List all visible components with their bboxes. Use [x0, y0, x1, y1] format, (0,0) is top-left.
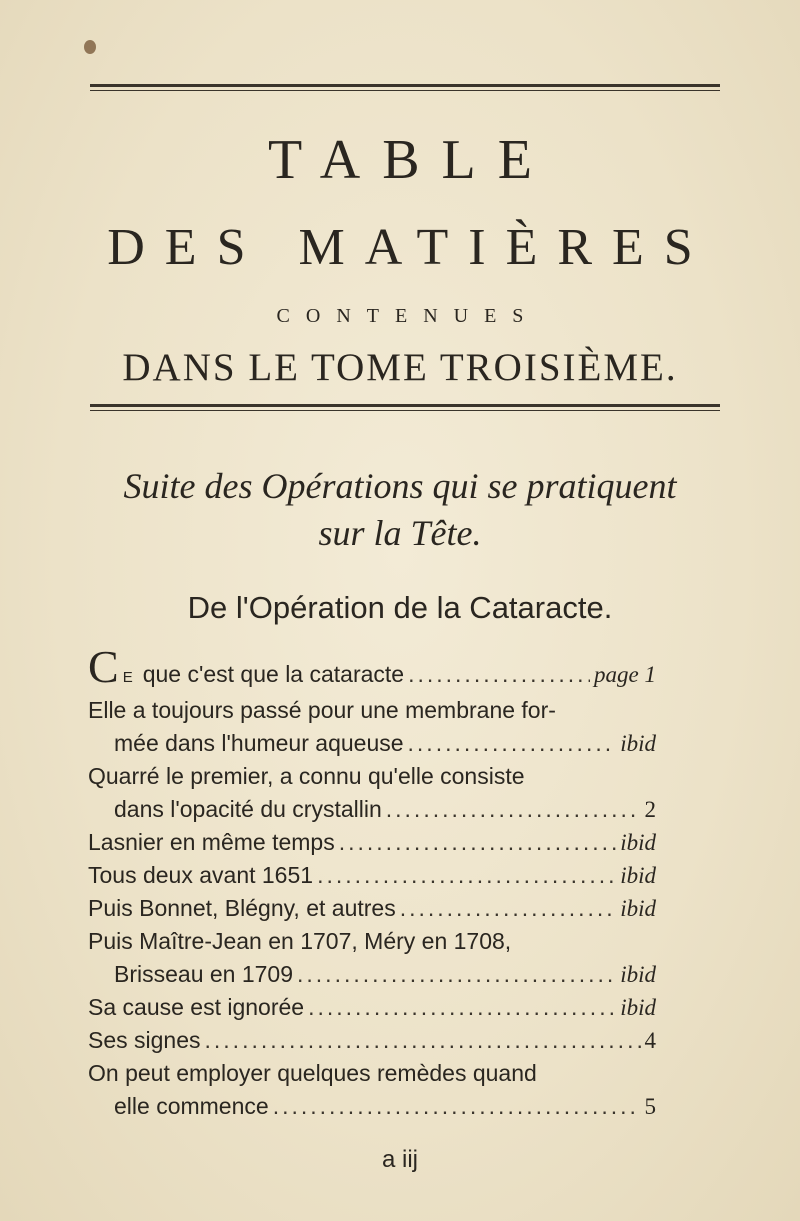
toc-entry-line	[88, 727, 656, 760]
toc-entry-line	[88, 925, 656, 958]
page-reference: ibid	[620, 863, 656, 888]
toc-entry	[88, 641, 656, 694]
toc-entry	[88, 694, 656, 760]
leader-dots	[408, 727, 617, 760]
title-contenues: CONTENUES	[276, 305, 540, 327]
toc-entry-line	[88, 958, 656, 991]
section-subheading: De l'Opération de la Cataracte.	[187, 590, 613, 625]
leader-dots	[308, 991, 616, 1024]
toc-entry-text: Puis Maître-Jean en 1707, Méry en 1708,	[88, 928, 512, 954]
toc-entry-text: Sa cause est ignorée	[88, 994, 305, 1020]
toc-entry-text: Lasnier en même temps	[88, 829, 335, 855]
toc-entry	[88, 1024, 656, 1057]
leader-dots	[317, 859, 616, 892]
table-of-contents-entries	[88, 641, 656, 1123]
title-des-matieres: DES MATIÈRES	[107, 219, 713, 276]
toc-entry-line	[88, 892, 656, 925]
toc-entry-text: Ses signes	[88, 1027, 201, 1053]
page-reference: ibid	[620, 731, 656, 756]
section-title-line2: sur la Tête.	[318, 513, 482, 553]
title-table: TABLE	[268, 129, 554, 191]
toc-entry-text: dans l'opacité du crystallin	[114, 796, 382, 822]
title-tome: DANS LE TOME TROISIÈME.	[122, 346, 678, 389]
drop-cap: C	[88, 641, 119, 692]
leader-dots	[273, 1090, 641, 1123]
middle-double-rule	[90, 404, 720, 411]
toc-entry-line	[88, 1024, 656, 1057]
toc-entry-text: Tous deux avant 1651	[88, 862, 314, 888]
toc-entry-line	[88, 694, 656, 727]
toc-entry-text: On peut employer quelques remèdes quand	[88, 1060, 537, 1086]
toc-entry-text: elle commence	[114, 1093, 269, 1119]
top-double-rule	[90, 84, 720, 91]
page-reference: ibid	[620, 995, 656, 1020]
toc-entry-text: Brisseau en 1709	[114, 961, 294, 987]
page-reference: ibid	[620, 896, 656, 921]
small-caps: E	[122, 669, 135, 686]
ink-blot	[84, 40, 96, 54]
leader-dots	[205, 1024, 641, 1057]
toc-entry-text: Puis Bonnet, Blégny, et autres	[88, 895, 396, 921]
toc-entry	[88, 760, 656, 826]
toc-entry-line	[88, 826, 656, 859]
toc-entry	[88, 826, 656, 859]
toc-entry-line	[88, 859, 656, 892]
toc-entry	[88, 892, 656, 925]
toc-entry-line	[88, 1090, 656, 1123]
page-reference: ibid	[620, 830, 656, 855]
toc-entry-text: Elle a toujours passé pour une membrane for-	[88, 697, 556, 723]
signature-mark: a iij	[381, 1146, 418, 1173]
section-title-line1: Suite des Opérations qui se pratiquent	[123, 466, 677, 506]
toc-entry-text: mée dans l'humeur aqueuse	[114, 730, 404, 756]
page-reference: ibid	[620, 962, 656, 987]
toc-entry-line	[88, 641, 656, 694]
leader-dots	[339, 826, 616, 859]
toc-entry	[88, 859, 656, 892]
page-reference: 5	[644, 1094, 656, 1119]
page-reference: page 1	[594, 662, 656, 687]
toc-entry-line	[88, 991, 656, 1024]
toc-entry	[88, 1057, 656, 1123]
toc-entry-text: que c'est que la cataracte	[142, 661, 405, 687]
toc-entry-line	[88, 1057, 656, 1090]
toc-entry	[88, 925, 656, 991]
toc-entry-line	[88, 793, 656, 826]
leader-dots	[408, 658, 590, 691]
leader-dots	[386, 793, 641, 826]
page-reference: 4	[644, 1028, 656, 1053]
toc-entry	[88, 991, 656, 1024]
page-reference: 2	[644, 797, 656, 822]
leader-dots	[297, 958, 616, 991]
toc-entry-line	[88, 760, 656, 793]
toc-entry-text: Quarré le premier, a connu qu'elle consiste	[88, 763, 525, 789]
leader-dots	[400, 892, 617, 925]
